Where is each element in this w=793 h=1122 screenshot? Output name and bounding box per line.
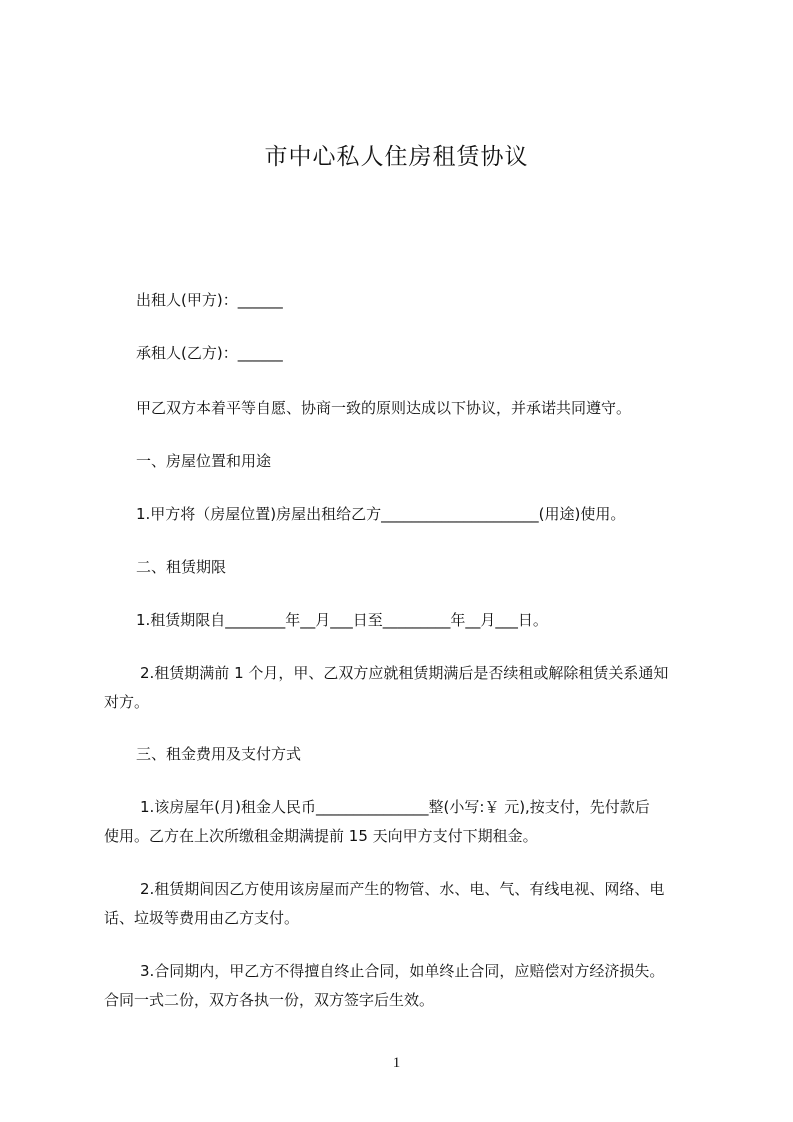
section3-item1-line2: 使用。乙方在上次所缴租金期满提前 15 天向甲方支付下期租金。 (104, 827, 538, 845)
section3-item3-line1: 3.合同期内，甲乙方不得擅自终止合同，如单终止合同，应赔偿对方经济损失。 (140, 962, 665, 980)
section3-item3-line2: 合同一式二份，双方各执一份，双方签字后生效。 (104, 991, 435, 1009)
section3-item2-line1: 2.租赁期间因乙方使用该房屋而产生的物管、水、电、气、有线电视、网络、电 (140, 880, 665, 898)
section2-item2-line2: 对方。 (104, 693, 150, 711)
page-number: 1 (392, 1055, 401, 1071)
section3-item2-line2: 话、垃圾等费用由乙方支付。 (104, 909, 300, 927)
document-title: 市中心私人住房租赁协议 (264, 144, 529, 170)
section3-item1-line1: 1.该房屋年(月)租金人民币_______________整(小写:￥ 元),按支付，先付款后 (140, 798, 650, 816)
lessor-line: 出租人(甲方)：______ (136, 291, 283, 309)
section2-item1: 1.租赁期限自________年__月___日至_________年__月___日。 (136, 611, 548, 629)
section1-heading: 一、房屋位置和用途 (136, 452, 272, 470)
section2-item2-line1: 2.租赁期满前 1 个月，甲、乙双方应就租赁期满后是否续租或解除租赁关系通知 (140, 664, 669, 682)
section1-item1: 1.甲方将（房屋位置)房屋出租给乙方_____________________(用途)使用。 (136, 505, 626, 523)
section3-heading: 三、租金费用及支付方式 (136, 745, 302, 763)
lessee-line: 承租人(乙方)：______ (136, 344, 283, 362)
preamble: 甲乙双方本着平等自愿、协商一致的原则达成以下协议，并承诺共同遵守。 (136, 399, 632, 417)
section2-heading: 二、租赁期限 (136, 558, 227, 576)
